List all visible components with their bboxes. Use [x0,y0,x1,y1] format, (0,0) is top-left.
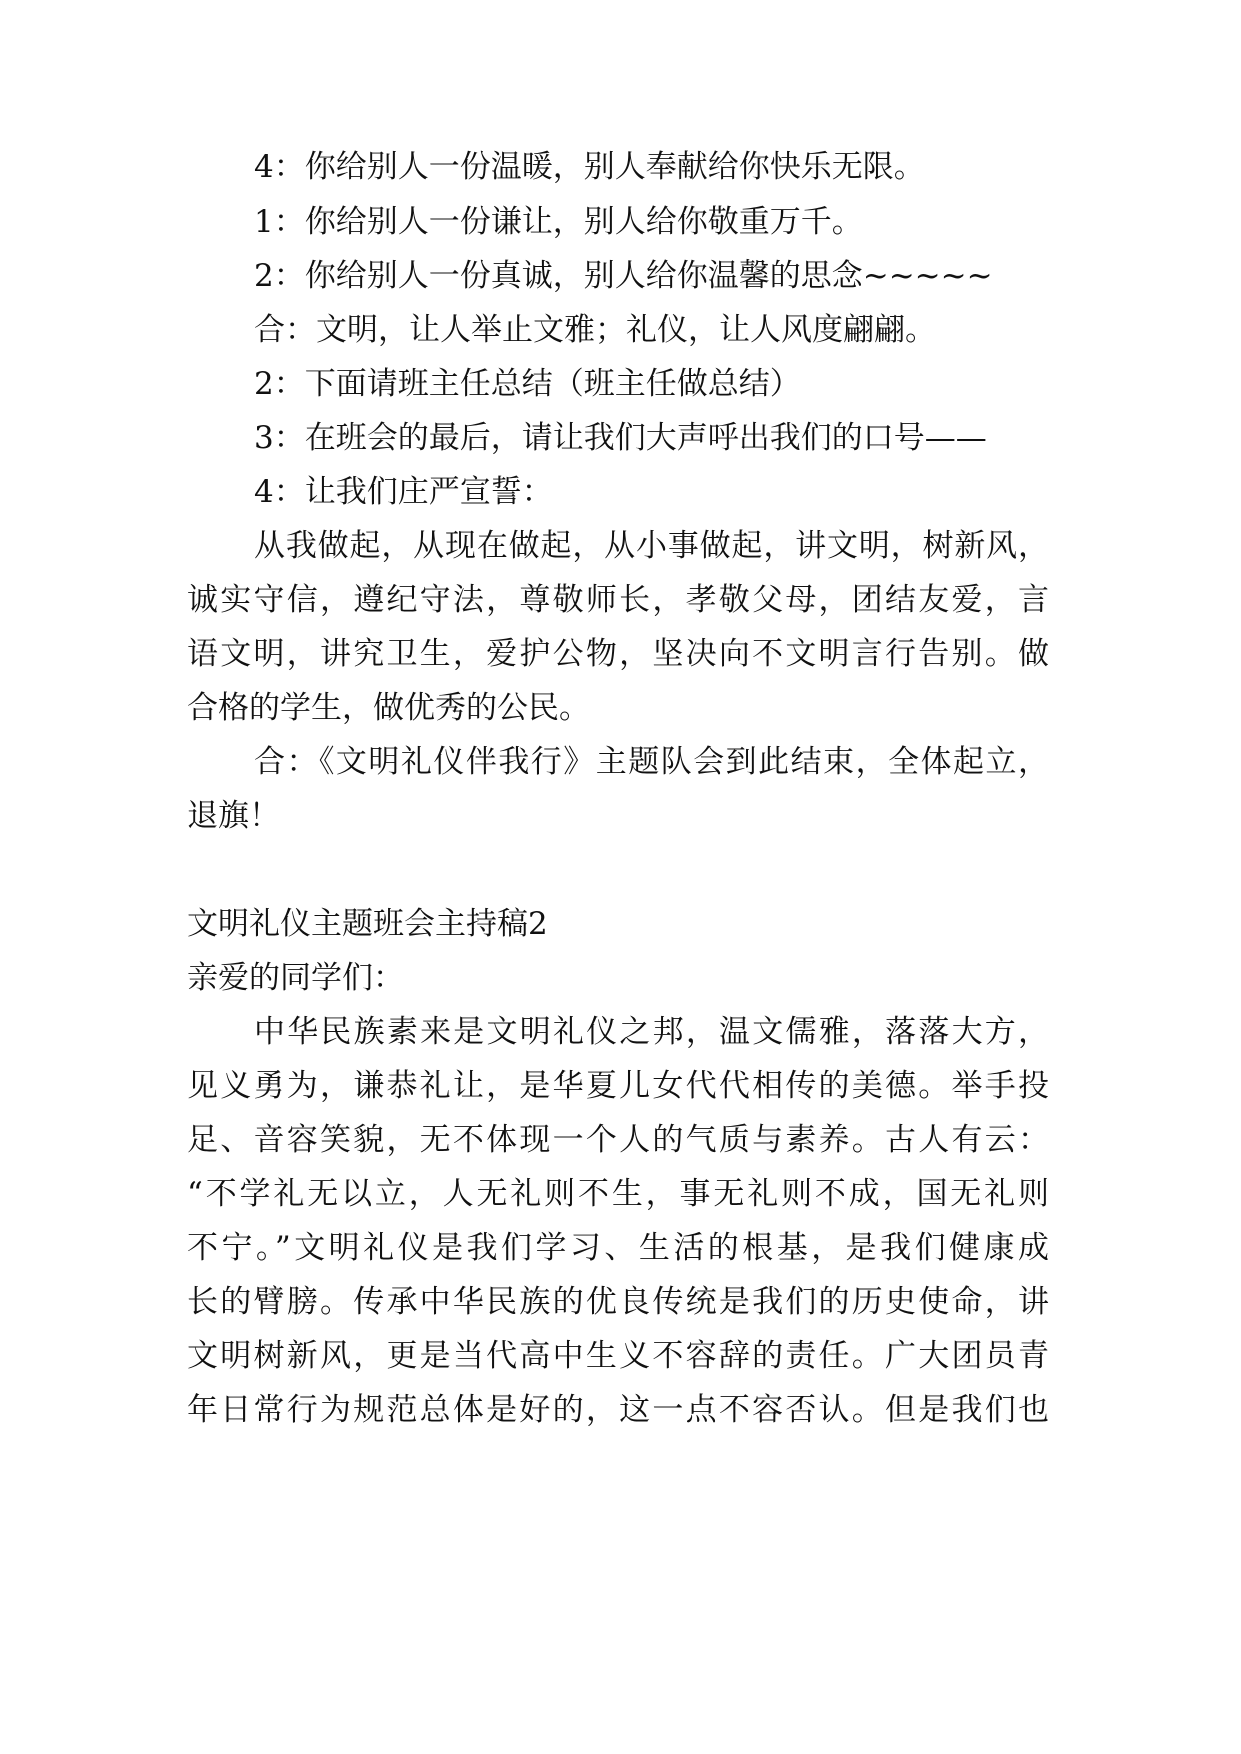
body-line: 见义勇为，谦恭礼让，是华夏儿女代代相传的美德。举手投 [187,1068,1049,1104]
section-title: 文明礼仪主题班会主持稿2 [187,906,548,942]
body-line: 不宁。”文明礼仪是我们学习、生活的根基，是我们健康成 [187,1230,1049,1266]
body-line: 足、音容笑貌，无不体现一个人的气质与素养。古人有云： [187,1122,1049,1158]
body-line: 中华民族素来是文明礼仪之邦，温文儒雅，落落大方， [254,1014,1049,1050]
dialogue-line: 1：你给别人一份谦让，别人给你敬重万千。 [254,204,863,240]
body-line: 年日常行为规范总体是好的，这一点不容否认。但是我们也 [187,1392,1049,1428]
dialogue-line: 合：文明，让人举止文雅；礼仪，让人风度翩翩。 [254,312,936,348]
oath-line: 诚实守信，遵纪守法，尊敬师长，孝敬父母，团结友爱，言 [187,582,1049,618]
dialogue-line: 4：让我们庄严宣誓： [254,474,553,510]
dialogue-line: 2：下面请班主任总结（班主任做总结） [254,366,801,402]
oath-line: 语文明，讲究卫生，爱护公物，坚决向不文明言行告别。做 [187,636,1049,672]
salutation: 亲爱的同学们： [187,960,404,996]
dialogue-line: 2：你给别人一份真诚，别人给你温馨的思念~~~~~ [254,258,993,294]
body-line: “不学礼无以立，人无礼则不生，事无礼则不成，国无礼则 [187,1176,1049,1212]
dialogue-line: 3：在班会的最后，请让我们大声呼出我们的口号—— [254,420,987,456]
closing-line: 退旗！ [187,798,280,834]
closing-line: 合：《文明礼仪伴我行》主题队会到此结束，全体起立， [254,744,1049,780]
oath-line: 合格的学生，做优秀的公民。 [187,690,590,726]
dialogue-line: 4：你给别人一份温暖，别人奉献给你快乐无限。 [254,149,925,185]
body-line: 长的臂膀。传承中华民族的优良传统是我们的历史使命，讲 [187,1284,1049,1320]
body-line: 文明树新风，更是当代高中生义不容辞的责任。广大团员青 [187,1338,1049,1374]
oath-line: 从我做起，从现在做起，从小事做起，讲文明，树新风， [254,528,1049,564]
